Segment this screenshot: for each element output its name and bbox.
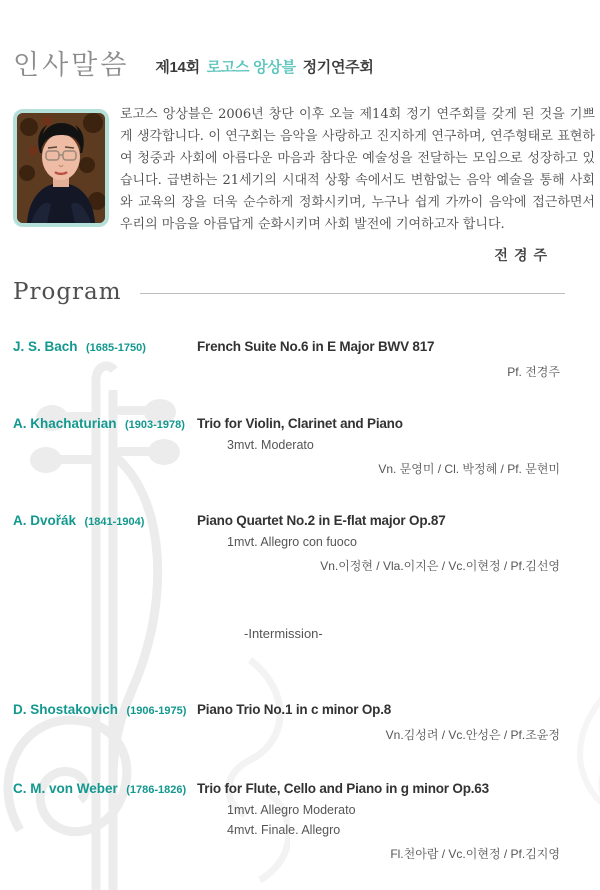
program-heading: Program: [13, 279, 122, 305]
program-entry-khachaturian: [13, 415, 600, 477]
performers-line: Fl.천아람 / Vc.이현정 / Pf.김지영: [390, 847, 560, 861]
composer-dates: (1903-1978): [124, 419, 185, 431]
movement-line: 4mvt. Finale. Allegro: [227, 823, 341, 837]
work-title: Piano Quartet No.2 in E-flat major Op.87: [197, 513, 446, 528]
movement-line: 1mvt. Allegro con fuoco: [227, 535, 357, 549]
program-list: [13, 338, 600, 862]
program-header: [13, 279, 565, 305]
work-cell: [197, 701, 600, 743]
composer-cell: [13, 780, 197, 862]
signature-name: 전경주: [494, 248, 553, 264]
movement-line: 1mvt. Allegro Moderato: [227, 803, 356, 817]
composer-name: A. Khachaturian: [13, 416, 117, 431]
work-title: Piano Trio No.1 in c minor Op.8: [197, 702, 392, 717]
page-title: 인사말씀: [13, 50, 130, 81]
program-entry-bach: [13, 338, 600, 380]
composer-dates: (1906-1975): [126, 705, 187, 717]
concert-subtitle: [155, 56, 376, 79]
subtitle-ensemble-name: 로고스 앙상블: [206, 59, 296, 76]
performers-line: Pf. 전경주: [507, 365, 560, 379]
composer-name: J. S. Bach: [13, 339, 78, 354]
composer-dates: (1786-1826): [126, 784, 187, 796]
composer-cell: [13, 338, 197, 380]
composer-dates: (1841-1904): [84, 516, 145, 528]
work-cell: [197, 512, 600, 574]
work-title: Trio for Violin, Clarinet and Piano: [197, 416, 403, 431]
work-cell: [197, 338, 600, 380]
subtitle-prefix: 제14회: [155, 59, 200, 76]
work-cell: [197, 780, 600, 862]
composer-cell: [13, 415, 197, 477]
movement-line: 3mvt. Moderato: [227, 438, 314, 452]
composer-name: C. M. von Weber: [13, 781, 118, 796]
composer-name: D. Shostakovich: [13, 702, 119, 717]
performers-line: Vn. 문영미 / Cl. 박정혜 / Pf. 문현미: [378, 462, 560, 476]
performers-line: Vn.이정현 / Vla.이지은 / Vc.이현정 / Pf.김선영: [320, 559, 560, 573]
work-title: French Suite No.6 in E Major BWV 817: [197, 339, 435, 354]
subtitle-suffix: 정기연주회: [302, 59, 374, 76]
work-cell: [197, 415, 600, 477]
program-entry-dvorak: [13, 512, 600, 574]
portrait-photo: [13, 109, 109, 227]
work-title: Trio for Flute, Cello and Piano in g minor Op.63: [197, 781, 489, 796]
composer-cell: [13, 512, 197, 574]
program-divider-line: [140, 293, 565, 294]
composer-cell: [13, 701, 197, 743]
greeting-section: [13, 109, 595, 236]
program-entry-shostakovich: [13, 701, 600, 743]
performers-line: Vn.김성려 / Vc.안성은 / Pf.조윤정: [385, 728, 560, 742]
composer-dates: (1685-1750): [85, 342, 146, 354]
program-entry-weber: [13, 780, 600, 862]
intermission-label: -Intermission-: [244, 626, 323, 641]
composer-name: A. Dvořák: [13, 513, 77, 528]
greeting-paragraph: 로고스 앙상블은 2006년 창단 이후 오늘 제14회 정기 연주회를 갖게 된 것을 기쁘게 생각합니다. 이 연구회는 음악을 사랑하고 진지하게 연구하며, 연주형태로 표현하여 청중과 사회에 아름다운 마음과 참다운 예술성을 전달하는 모임으로 성장하고 있습니다. 급변하는 21세기의 시대적 상황 속에서도 변함없는 음악 예술을 통해 사회와 교육의 장을 더욱 순수하게 정화시키며, 누구나 쉽게 가까이 음악에 접근하면서 우리의 마음을 아름답게 순화시키며 사회 발전에 기여하고자 합니다.: [120, 107, 595, 232]
page-header: [0, 0, 600, 79]
portrait-photo-image: [17, 113, 105, 223]
